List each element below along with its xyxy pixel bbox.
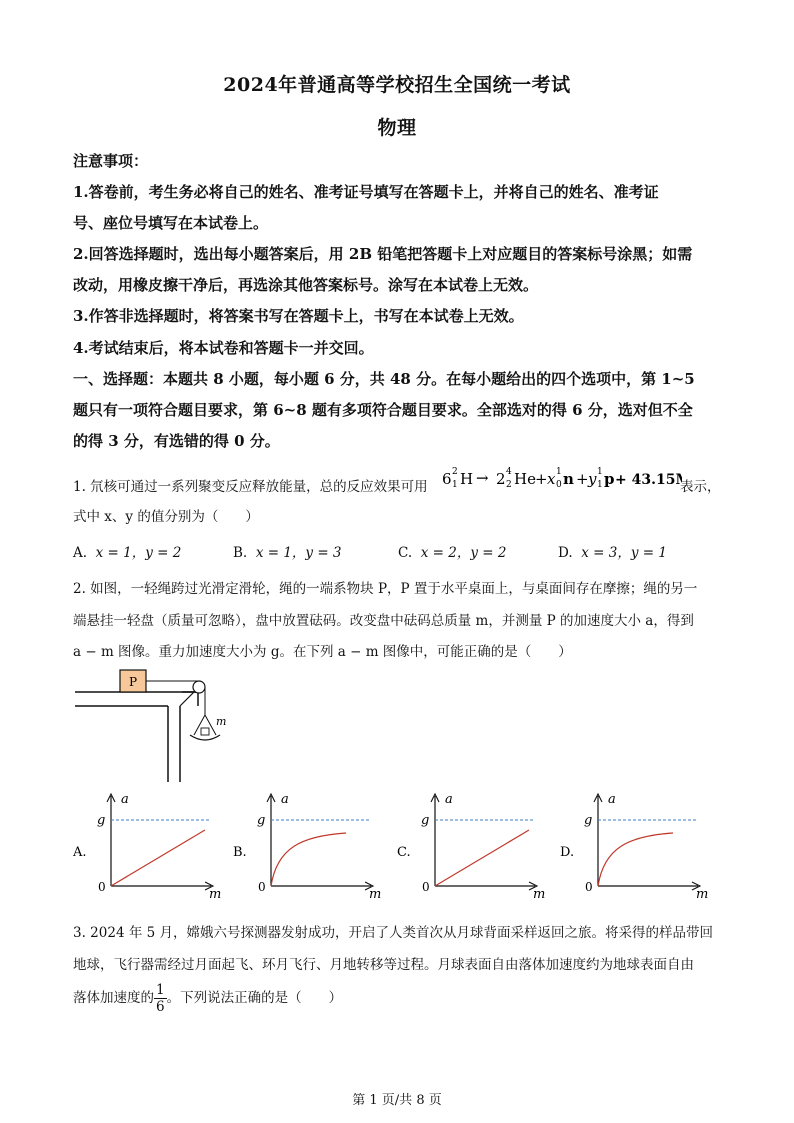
y-axis-label: a bbox=[445, 792, 453, 807]
notice-line-2a: 2.回答选择题时，选出每小题答案后，用 2B 铅笔把答题卡上对应题目的答案标号涂黑；如需 bbox=[73, 245, 693, 263]
eq-t1-sym: He bbox=[514, 470, 536, 488]
x-axis-label: m bbox=[209, 887, 222, 898]
eq-t2-coef: x bbox=[547, 470, 556, 488]
pulley bbox=[193, 681, 205, 693]
q1-option-b[interactable] bbox=[233, 541, 342, 561]
q1-equation bbox=[440, 460, 682, 490]
q1-option-c-label: C. bbox=[398, 545, 413, 561]
q1-stem-b: 表示， bbox=[680, 479, 721, 495]
q3-frac-num: 1 bbox=[156, 982, 165, 998]
q1-option-a-text: x = 1，y = 2 bbox=[95, 545, 182, 561]
eq-t2-sym: n bbox=[563, 470, 574, 488]
q2-line-3: a − m 图像。重力加速度大小为 g。在下列 a − m 图像中，可能正确的是（ ） bbox=[73, 644, 572, 660]
q2-graphs bbox=[73, 788, 733, 898]
notice-line-1b: 号、座位号填写在本试卷上。 bbox=[73, 214, 269, 232]
q1-stem-a: 1. 氘核可通过一系列聚变反应释放能量，总的反应效果可用 bbox=[73, 479, 428, 495]
eq-t2-mass: 1 bbox=[556, 467, 562, 477]
q1-option-d-text: x = 3，y = 1 bbox=[581, 545, 667, 561]
q2-apparatus-figure bbox=[70, 665, 240, 785]
y-axis-label: a bbox=[121, 792, 129, 807]
section-1-line-1: 一、选择题：本题共 8 小题，每小题 6 分，共 48 分。在每小题给出的四个选项中，第 1~5 bbox=[73, 370, 695, 388]
q3-line-3a: 落体加速度的 bbox=[73, 990, 154, 1006]
section-1-line-3: 的得 3 分，有选错的得 0 分。 bbox=[73, 432, 280, 450]
graph-option-label: A. bbox=[73, 845, 87, 860]
eq-lhs-mass: 2 bbox=[452, 467, 458, 477]
graph-curve bbox=[598, 833, 673, 886]
notice-line-3: 3.作答非选择题时，将答案书写在答题卡上，书写在本试卷上无效。 bbox=[73, 307, 524, 325]
notice-line-1a: 1.答卷前，考生务必将自己的姓名、准考证号填写在答题卡上，并将自己的姓名、准考证 bbox=[73, 183, 659, 201]
graph-option-label: D. bbox=[560, 845, 575, 860]
q3-line-1: 3. 2024 年 5 月，嫦娥六号探测器发射成功，开启了人类首次从月球背面采样返回之旅。将采得的样品带回 bbox=[73, 925, 713, 941]
eq-t1-coef: 2 bbox=[496, 470, 506, 488]
eq-lhs-sym: H bbox=[460, 470, 474, 488]
eq-t3-mass: 1 bbox=[597, 467, 603, 477]
mass-label: m bbox=[216, 715, 227, 728]
g-label: g bbox=[584, 813, 593, 828]
q1-option-c-text: x = 2，y = 2 bbox=[420, 545, 507, 561]
y-axis-label: a bbox=[608, 792, 616, 807]
graph-curve bbox=[111, 830, 205, 886]
block-p-label: P bbox=[128, 675, 138, 689]
q3-line-3 bbox=[73, 980, 342, 1016]
exam-title: 2024年普通高等学校招生全国统一考试 bbox=[223, 74, 571, 96]
eq-plus-2: + bbox=[576, 470, 589, 488]
eq-t1-charge: 2 bbox=[506, 480, 512, 490]
section-1-line-2: 题只有一项符合题目要求，第 6~8 题有多项符合题目要求。全部选对的得 6 分，选对但不全 bbox=[73, 401, 693, 419]
page-footer: 第 1 页/共 8 页 bbox=[352, 1093, 442, 1108]
eq-t2-charge: 0 bbox=[556, 480, 562, 490]
graph-curve bbox=[271, 833, 346, 886]
q1-option-b-label: B. bbox=[233, 545, 248, 561]
subject-title: 物理 bbox=[377, 117, 417, 139]
eq-energy: + 43.15 bbox=[615, 472, 676, 488]
eq-t1-mass: 4 bbox=[506, 467, 512, 477]
notice-line-4: 4.考试结束后，将本试卷和答题卡一并交回。 bbox=[73, 339, 374, 357]
q3-fraction bbox=[154, 982, 167, 1015]
q1-option-d-label: D. bbox=[558, 545, 573, 561]
q1-option-a[interactable] bbox=[73, 541, 181, 561]
notice-line-2b: 改动，用橡皮擦干净后，再选涂其他答案标号。涂写在本试卷上无效。 bbox=[73, 276, 539, 294]
q1-option-c[interactable] bbox=[398, 541, 506, 561]
q3-line-2: 地球，飞行器需经过月面起飞、环月飞行、月地转移等过程。月球表面自由落体加速度约为地球表面自由 bbox=[73, 957, 694, 973]
weight bbox=[201, 728, 209, 735]
q2-line-1: 2. 如图，一轻绳跨过光滑定滑轮，绳的一端系物块 P，P 置于水平桌面上，与桌面间存在摩擦；绳的另一 bbox=[73, 581, 698, 597]
x-axis-label: m bbox=[696, 887, 709, 898]
eq-t3-sym: p bbox=[604, 470, 615, 488]
graph-option-label: C. bbox=[397, 845, 411, 860]
origin-label: 0 bbox=[585, 880, 593, 894]
y-axis-label: a bbox=[281, 792, 289, 807]
q3-line-3b: 。下列说法正确的是（ ） bbox=[166, 990, 343, 1006]
q2-line-2: 端悬挂一轻盘（质量可忽略），盘中放置砝码。改变盘中砝码总质量 m，并测量 P 的加速度大小 a，得到 bbox=[73, 613, 694, 629]
eq-t3-charge: 1 bbox=[597, 480, 603, 490]
q1-option-a-label: A. bbox=[73, 545, 88, 561]
q1-option-b-text: x = 1，y = 3 bbox=[255, 545, 342, 561]
g-label: g bbox=[97, 813, 106, 828]
eq-arrow: → bbox=[476, 469, 489, 487]
g-label: g bbox=[421, 813, 430, 828]
notice-heading: 注意事项： bbox=[73, 152, 149, 170]
x-axis-label: m bbox=[533, 887, 546, 898]
pan bbox=[190, 735, 220, 740]
origin-label: 0 bbox=[258, 880, 266, 894]
origin-label: 0 bbox=[98, 880, 106, 894]
eq-lhs-charge: 1 bbox=[452, 480, 458, 490]
q1-stem-c: 式中 x、y 的值分别为（ ） bbox=[73, 509, 259, 525]
q1-option-d[interactable] bbox=[558, 541, 667, 561]
graph-option-label: B. bbox=[233, 845, 247, 860]
eq-lhs-coef: 6 bbox=[442, 470, 452, 488]
graph-curve bbox=[435, 830, 529, 886]
x-axis-label: m bbox=[369, 887, 382, 898]
origin-label: 0 bbox=[422, 880, 430, 894]
eq-t3-coef: y bbox=[588, 470, 597, 488]
eq-plus-1: + bbox=[535, 470, 548, 488]
q3-frac-den: 6 bbox=[156, 999, 165, 1015]
g-label: g bbox=[257, 813, 266, 828]
